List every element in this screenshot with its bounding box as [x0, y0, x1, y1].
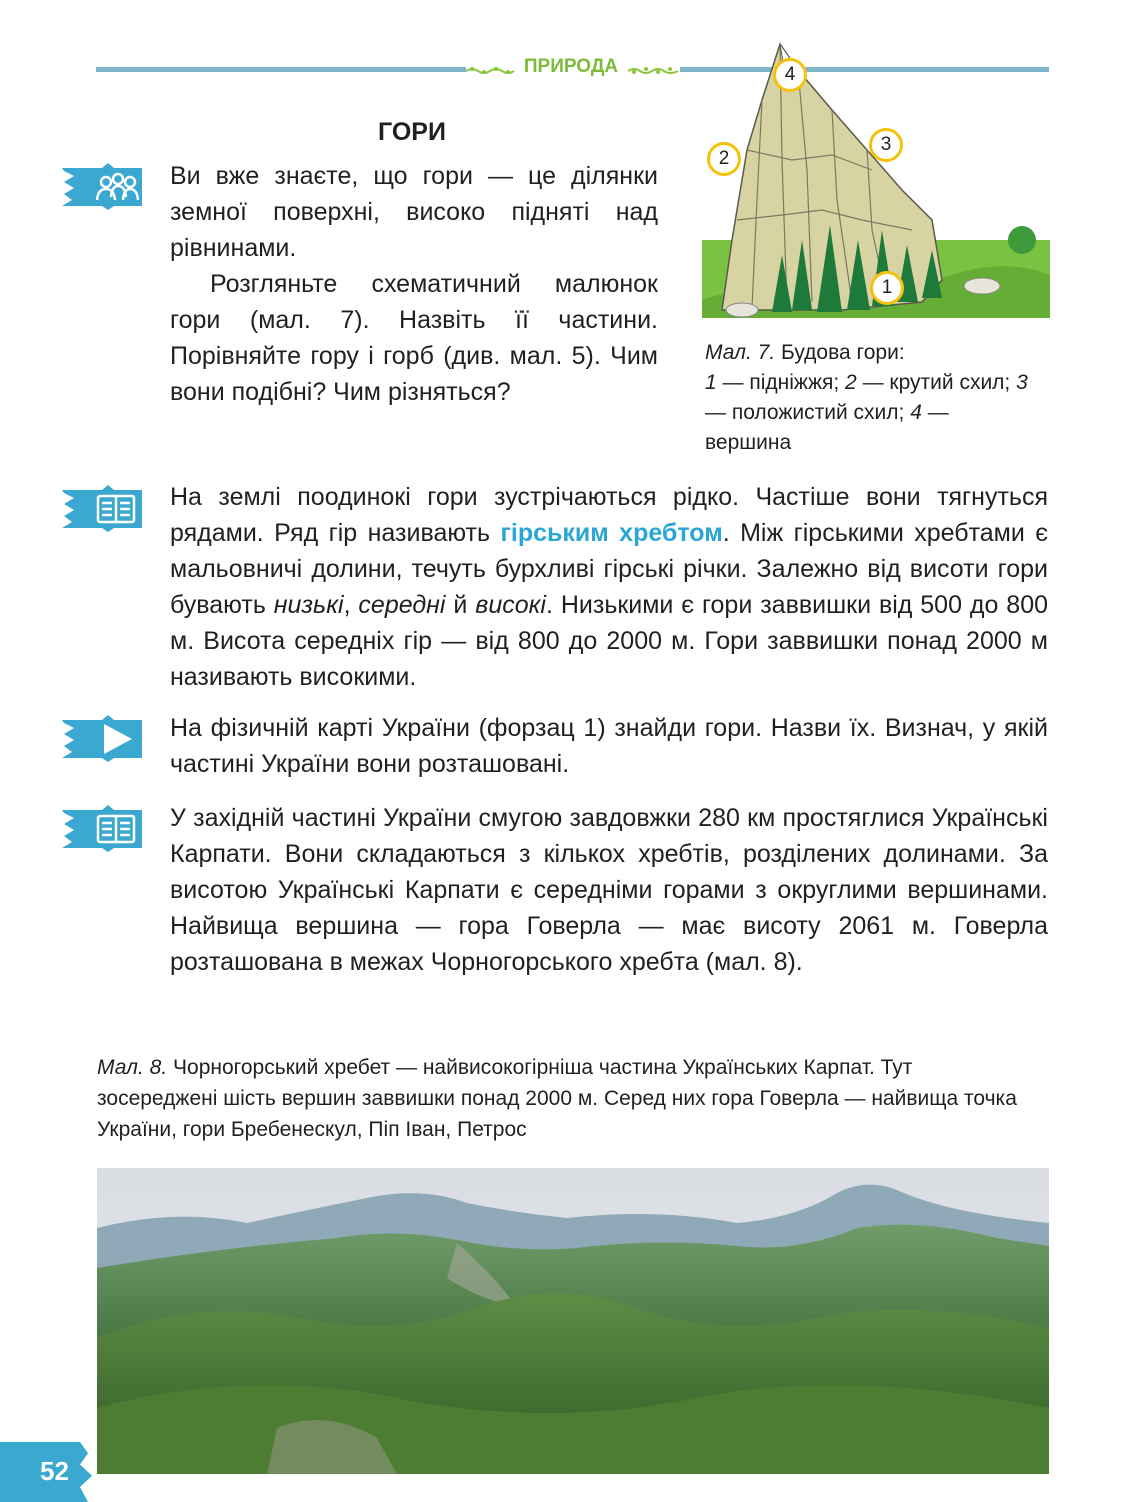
term-low: низькі — [273, 591, 344, 619]
page-number: 52 — [40, 1456, 69, 1486]
figure7-text-4: — вершина — [705, 401, 949, 454]
figure7-text-2: — крутий схил; — [856, 371, 1017, 394]
block2-text — [170, 710, 1048, 782]
group-icon — [62, 162, 142, 210]
intro-text — [170, 158, 658, 410]
keyword-mountain-ridge: гірським хребтом — [500, 519, 723, 547]
figure7-num-1: 1 — [705, 371, 717, 394]
figure7-num-2: 2 — [845, 371, 857, 394]
block1-part-a: На землі поодинокі гори зустрічаються рідко. Частіше вони тягнуться рядами. Ряд гір називають — [170, 483, 1048, 547]
block3-paragraph: У західній частині України смугою завдовжки 280 км простяглися Українські Карпати. Вони складаються з кількох хребтів, розділених долинами. За висотою Українські Карпати є середніми горами з округлими вершинами. Найвища вершина — гора Говерла — має висоту 2061 м. Говерла розташована в межах Чорногорського хребта (мал. 8). — [170, 804, 1048, 976]
figure7-num-4: 4 — [910, 401, 922, 424]
figure7-text-1: — підніжжя; — [716, 371, 846, 394]
figure8-caption — [97, 1052, 1037, 1145]
section-header-label: ПРИРОДА — [523, 56, 619, 77]
figure8-ref: Мал. 8. — [97, 1056, 168, 1079]
block1-part-e: . Низькими є гори заввишки від 500 до 800 м. Висота середніх гір — від 800 до 2000 м. Гори заввишки понад 2000 м називають високими. — [170, 591, 1049, 691]
block1-text — [170, 479, 1048, 695]
figure8-text: Чорногорський хребет — найвисокогірніша частина Українських Карпат. Тут зосереджені шість вершин заввишки понад 2000 м. Серед них гора Говерла — найвища точка України, гори Бребенескул, Піп Іван, Петрос — [97, 1056, 1017, 1141]
figure7-title: Будова гори: — [775, 341, 905, 364]
block3-text — [170, 800, 1048, 980]
vine-ornament-left-icon — [466, 66, 521, 74]
term-medium: середні — [358, 591, 446, 619]
play-icon — [62, 714, 142, 762]
figure7-caption — [705, 338, 1035, 458]
figure7-num-3: 3 — [1016, 371, 1028, 394]
diagram-label-4: 4 — [773, 58, 807, 92]
vine-ornament-right-icon — [623, 66, 678, 74]
block1-part-c: , — [343, 591, 359, 619]
chornohora-ridge-photo — [97, 1168, 1049, 1474]
intro-paragraph-1: Ви вже знаєте, що гори — це ділянки земної поверхні, високо підняті над рівнинами. — [170, 162, 658, 262]
diagram-label-3: 3 — [869, 128, 903, 162]
book-icon — [62, 804, 142, 852]
header-line-left — [96, 67, 466, 72]
term-high: високі — [475, 591, 546, 619]
diagram-label-2: 2 — [707, 142, 741, 176]
figure7-ref: Мал. 7. — [705, 341, 776, 364]
diagram-label-1: 1 — [870, 271, 904, 305]
block1-part-d: й — [445, 591, 476, 619]
block1-part-b: . Між гірськими хребтами є мальовничі долини, течуть бурхливі гірські річки. Залежно від висоти гори бувають — [170, 519, 1048, 619]
figure7-text-3: — положистий схил; — [705, 401, 911, 424]
block2-paragraph: На фізичній карті України (форзац 1) знайди гори. Назви їх. Визнач, у якій частині України вони розташовані. — [170, 714, 1048, 778]
section-header — [521, 56, 621, 78]
page-title: ГОРИ — [378, 118, 446, 146]
book-icon — [62, 484, 142, 532]
intro-paragraph-2: Розгляньте схематичний малюнок гори (мал. 7). Назвіть її частини. Порівняйте гору і горб (див. мал. 5). Чим вони подібні? Чим різняться? — [170, 270, 658, 406]
